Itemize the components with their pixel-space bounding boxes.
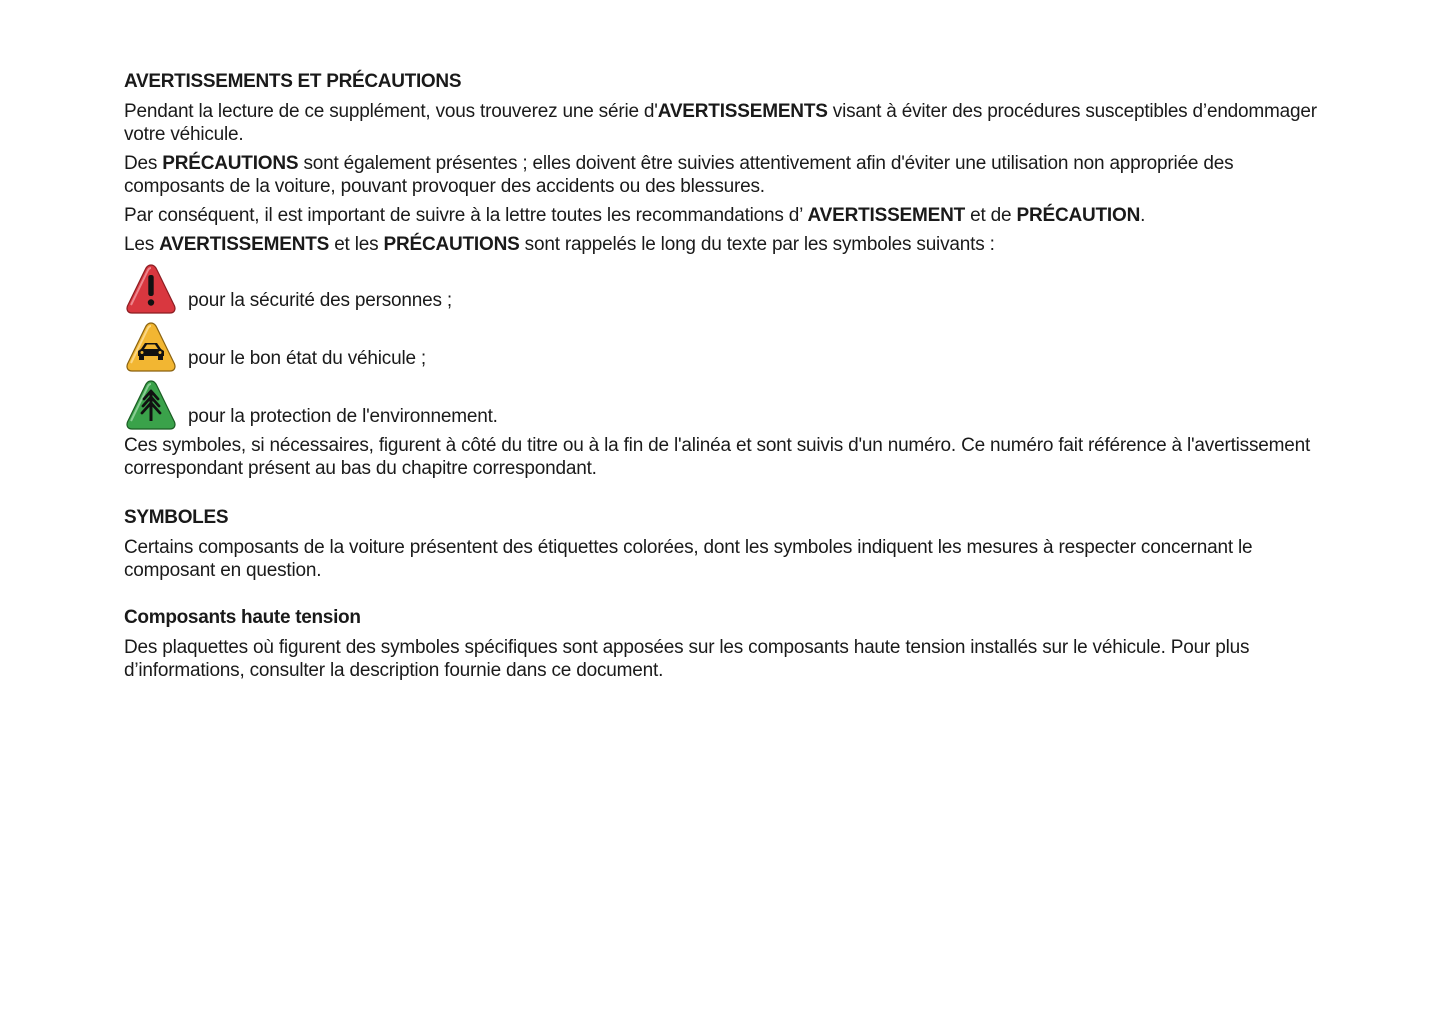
paragraph-intro: Pendant la lecture de ce supplément, vous trouverez une série d'AVERTISSEMENTS visant à éviter des procédures susceptibles d’endommager votre véhicule. — [124, 101, 1317, 145]
symbol-label-safety: pour la sécurité des personnes ; — [188, 290, 452, 311]
symbol-label-vehicle: pour le bon état du véhicule ; — [188, 348, 427, 369]
tree-icon — [124, 378, 178, 432]
paragraph-precautions: Des PRÉCAUTIONS sont également présentes ; elles doivent être suivies attentivement afin d'éviter une utilisation non appropriée des composants de la voiture, pouvant provoquer des accidents ou des blessures. — [124, 153, 1234, 197]
paragraph-high-voltage: Des plaquettes où figurent des symboles spécifiques sont apposées sur les composants haute tension installés sur le véhicule. Pour plus d’informations, consulter la description fournie dans ce document. — [124, 637, 1250, 681]
symbol-row-environment — [124, 374, 1324, 432]
paragraph-symbols-numbering: Ces symboles, si nécessaires, figurent à côté du titre ou à la fin de l'alinéa et sont suivis d'un numéro. Ce numéro fait référence à l'avertissement correspondant présent au bas du chapitre correspondant. — [124, 435, 1311, 479]
section-title-symbols: SYMBOLES — [124, 507, 229, 528]
warning-exclamation-icon — [124, 262, 178, 316]
section-title-high-voltage: Composants haute tension — [124, 607, 361, 628]
symbol-row-safety — [124, 258, 1324, 316]
symbol-row-vehicle — [124, 316, 1324, 374]
paragraph-labels: Certains composants de la voiture présentent des étiquettes colorées, dont les symboles indiquent les mesures à respecter concernant le composant en question. — [124, 537, 1253, 581]
symbol-label-environment: pour la protection de l'environnement. — [188, 406, 498, 427]
document-page — [124, 70, 1324, 688]
paragraph-symbols-intro: Les AVERTISSEMENTS et les PRÉCAUTIONS sont rappelés le long du texte par les symboles suivants : — [124, 234, 995, 255]
section-title-warnings: AVERTISSEMENTS ET PRÉCAUTIONS — [124, 71, 462, 92]
car-icon — [124, 320, 178, 374]
paragraph-recommendations: Par conséquent, il est important de suivre à la lettre toutes les recommandations d’ AVERTISSEMENT et de PRÉCAUTION. — [124, 205, 1146, 226]
